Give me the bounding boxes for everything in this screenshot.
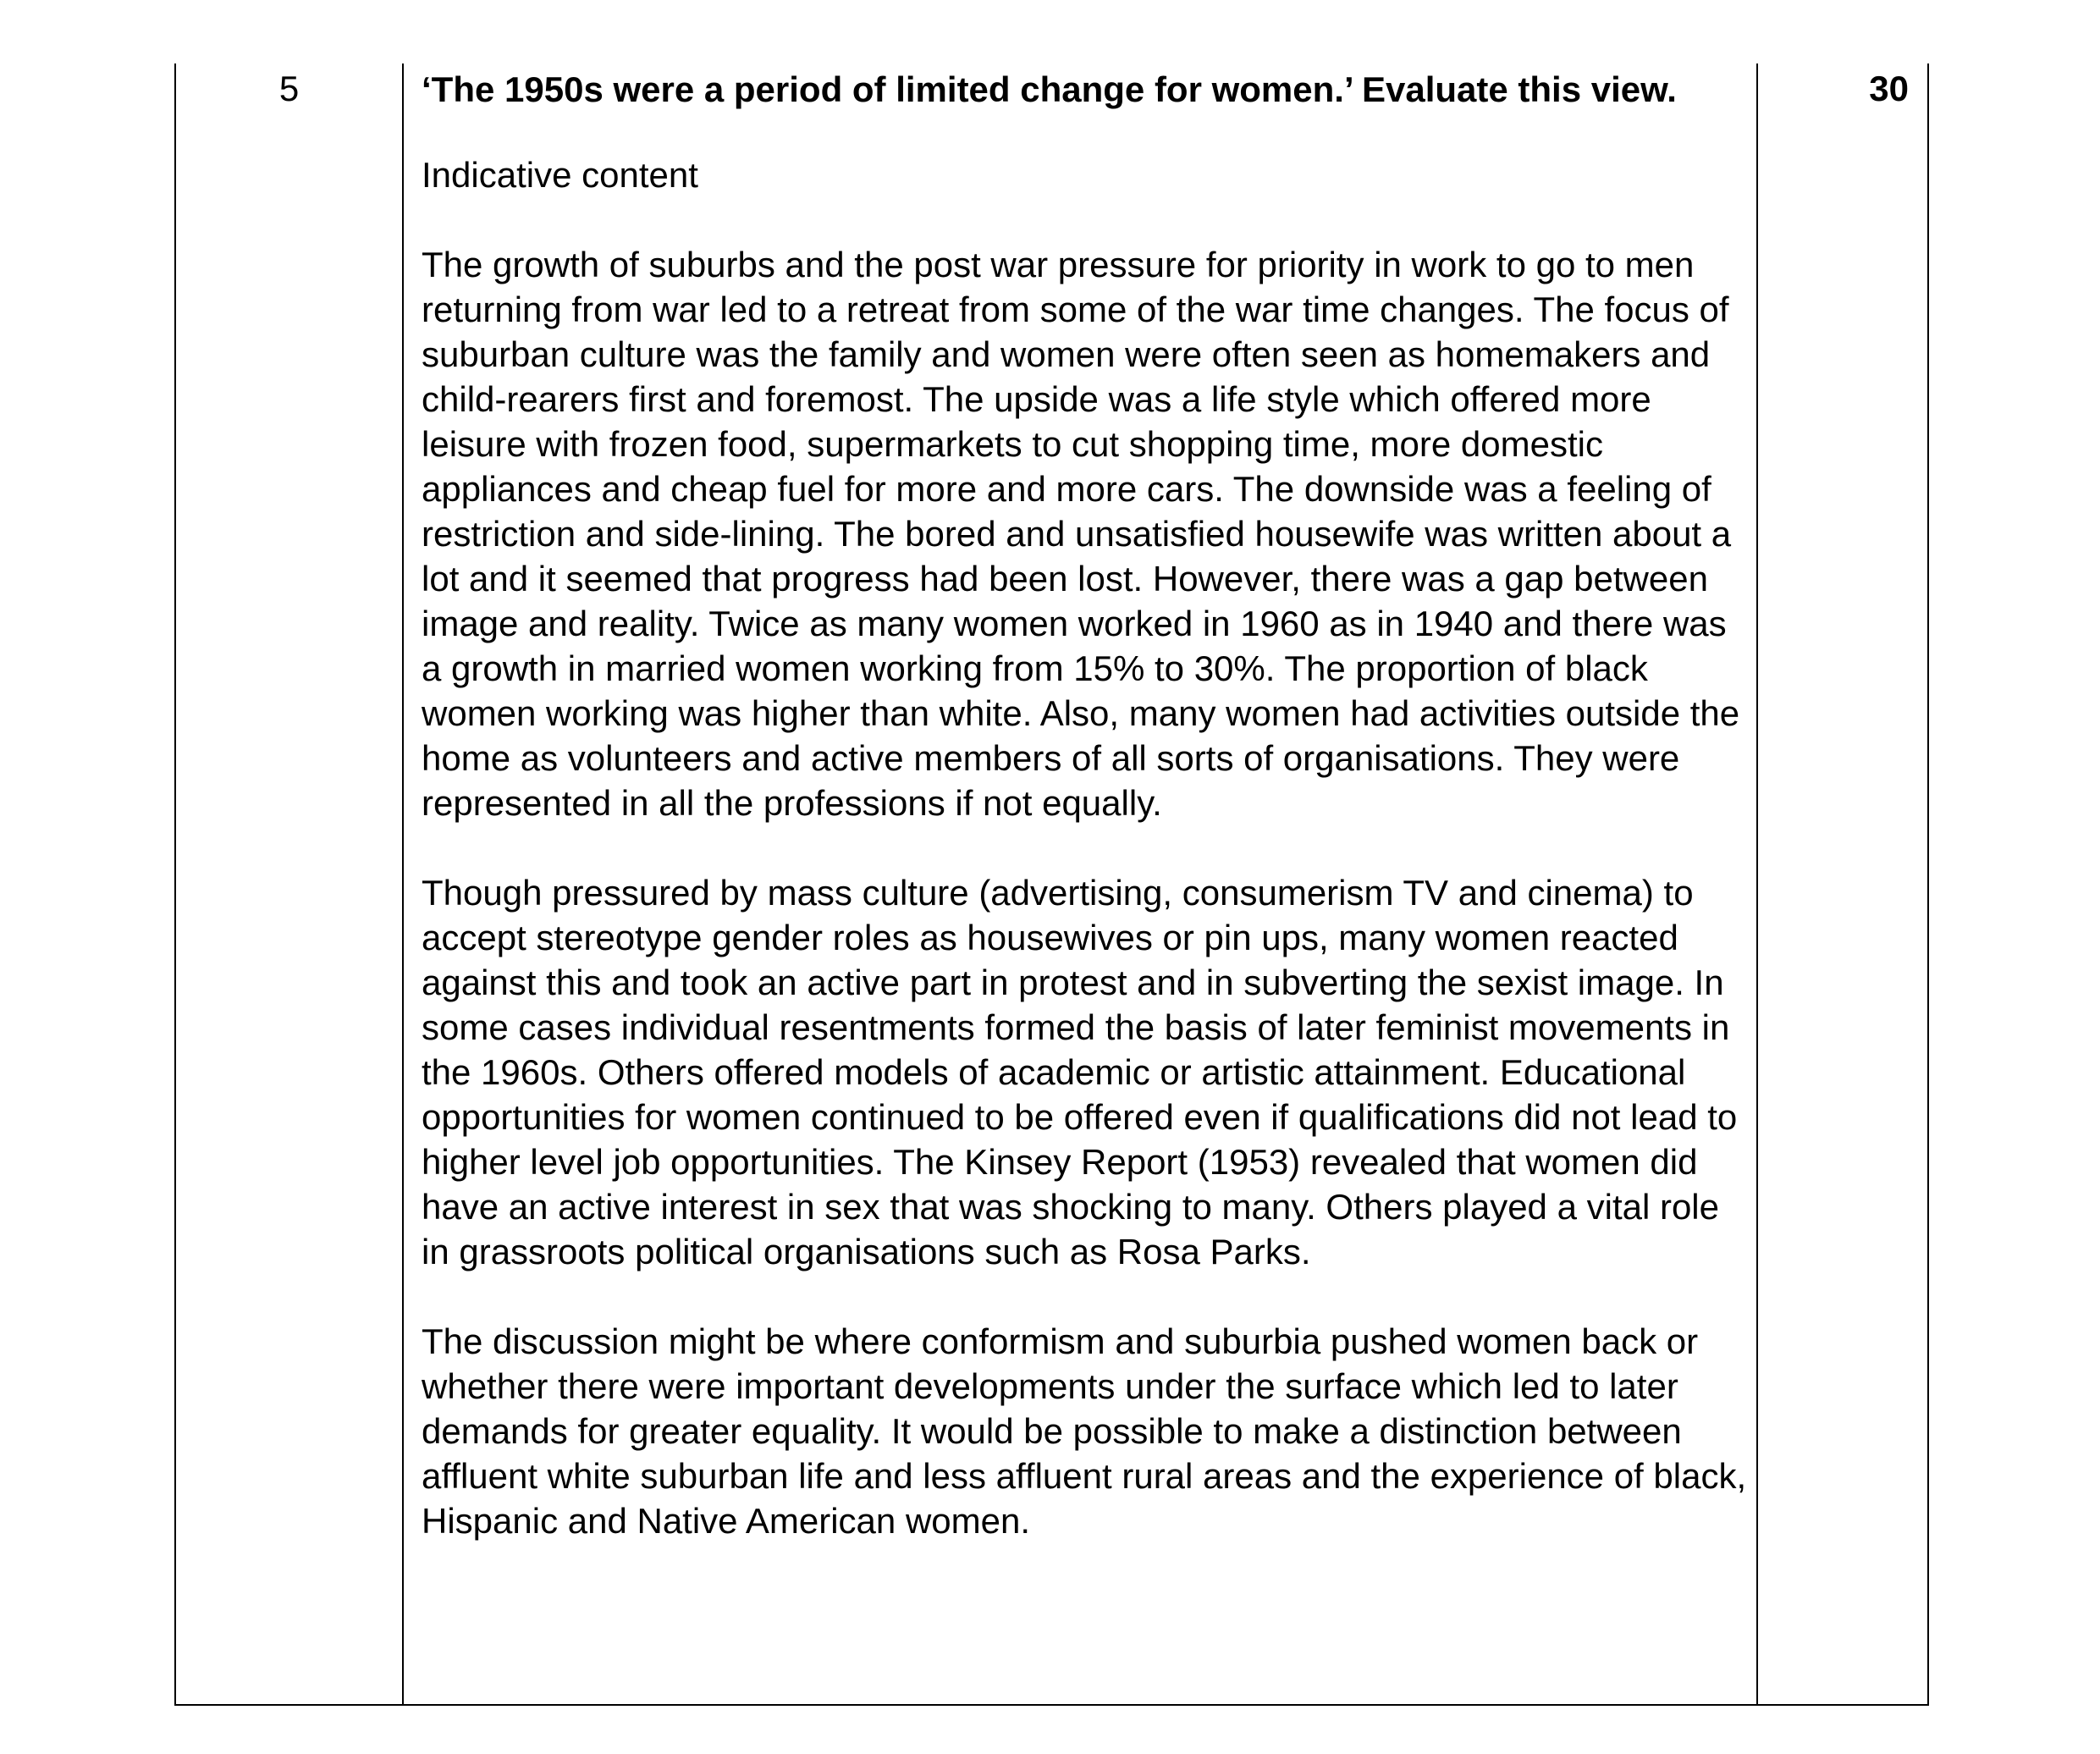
question-text: ‘The 1950s were a period of limited change for women.’ Evaluate this view. [422,69,1677,109]
marks-value: 30 [1869,69,1909,108]
indicative-paragraph-3: The discussion might be where conformism and suburbia pushed women back or whether there were important developments under the surface which led to later demands for greater equality. It would be possible to make a distinction between affluent white suburban life and less affluent rural areas and the experience of black, Hispanic and Native American women. [422,1321,1747,1541]
column-divider-left [402,63,404,1704]
indicative-paragraph-1: The growth of suburbs and the post war pressure for priority in work to go to men returning from war led to a retreat from some of the war time changes. The focus of suburban culture was the family and women were often seen as homemakers and child-rearers first and foremost. The upside was a life style which offered more leisure with frozen food, supermarkets to cut shopping time, more domestic appliances and cheap fuel for more and more cars. The downside was a feeling of restriction and side-lining. The bored and unsatisfied housewife was written about a lot and it seemed that progress had been lost. However, there was a gap between image and reality. Twice as many women worked in 1960 as in 1940 and there was a growth in married women working from 15% to 30%. The proportion of black women working was higher than white. Also, many women had activities outside the home as volunteers and active members of all sorts of organisations. They were represented in all the professions if not equally. [422,245,1740,823]
indicative-paragraph-2: Though pressured by mass culture (advertising, consumerism TV and cinema) to accept stereotype gender roles as housewives or pin ups, many women reacted against this and took an active part in protest and in subverting the sexist image. In some cases individual resentments formed the basis of later feminist movements in the 1960s. Others offered models of academic or artistic attainment. Educational opportunities for women continued to be offered even if qualifications did not lead to higher level job opportunities. The Kinsey Report (1953) revealed that women did have an active interest in sex that was shocking to many. Others played a vital role in grassroots political organisations such as Rosa Parks. [422,873,1738,1271]
question-content-cell [422,63,1928,1543]
mark-scheme-table [174,63,1929,1706]
question-number: 5 [278,69,300,108]
indicative-content-heading: Indicative content [422,155,698,195]
